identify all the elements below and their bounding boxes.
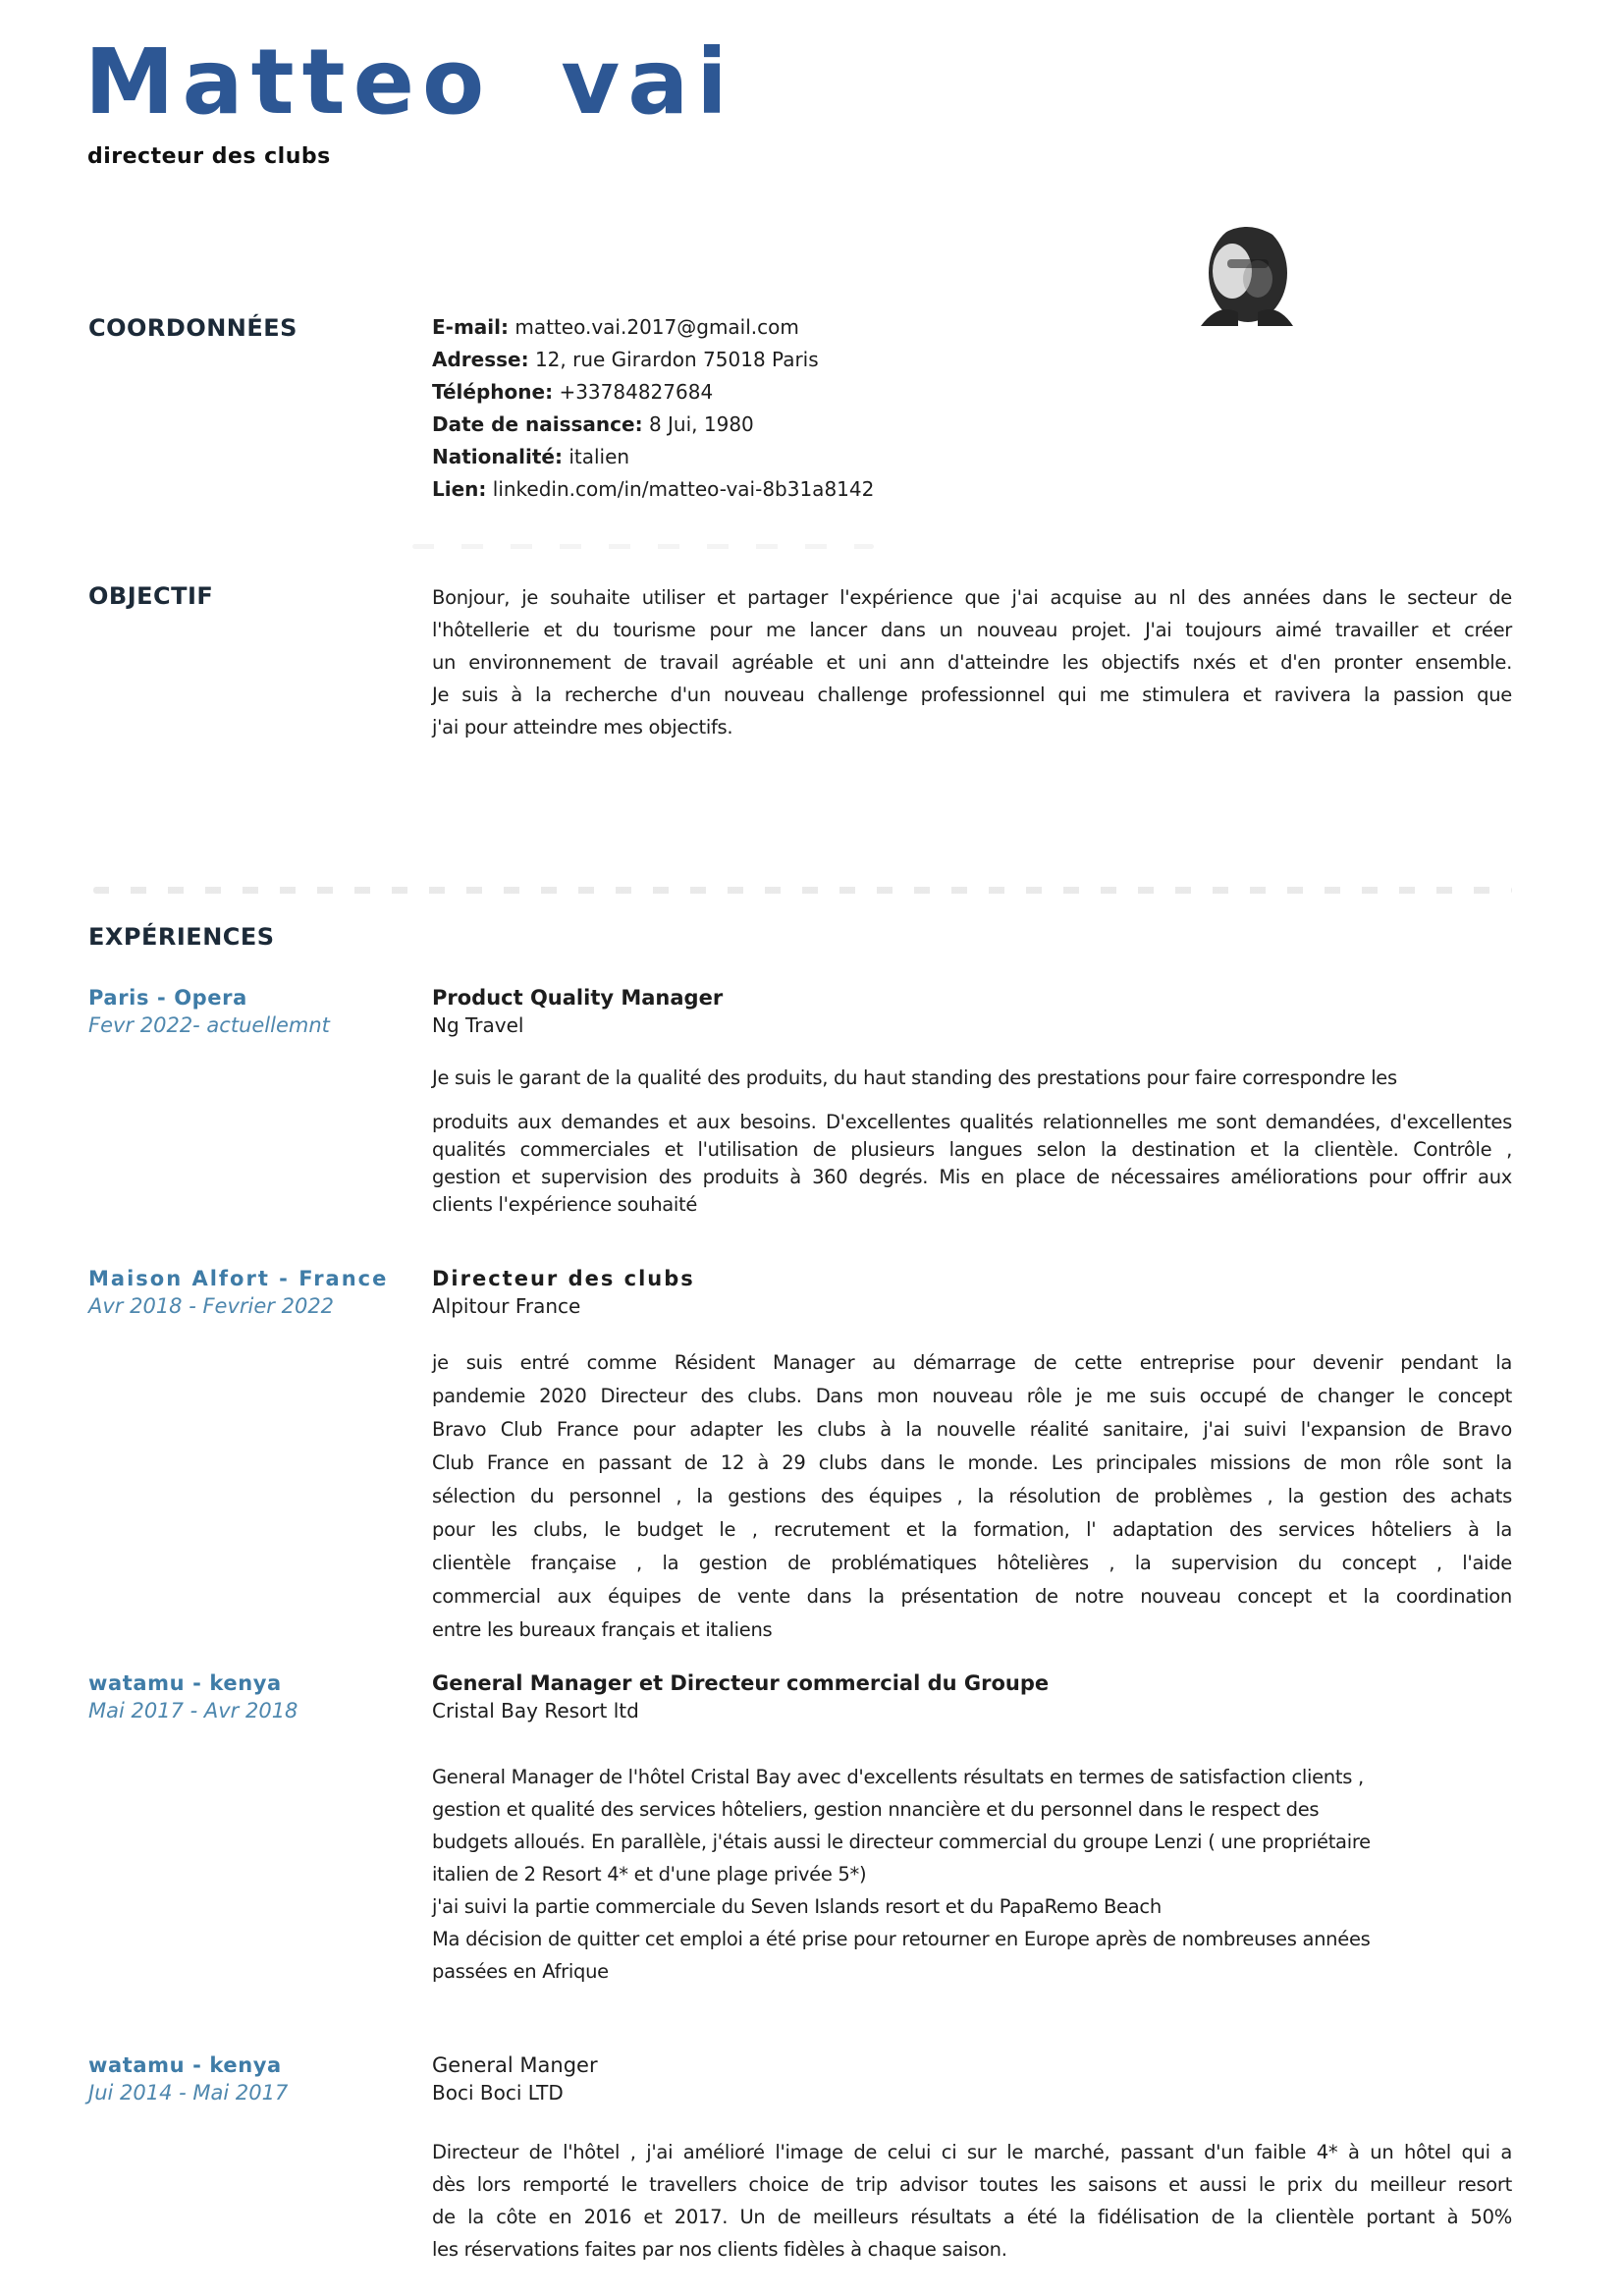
contact-label: Téléphone: (432, 380, 554, 404)
experience-content (432, 2052, 1512, 2266)
experience-description (432, 1761, 1512, 1988)
description-line: General Manager de l'hôtel Cristal Bay avec d'excellents résultats en termes de satisfaction clients , (432, 1766, 1364, 1788)
experience-description (432, 2136, 1512, 2266)
section-heading-contact: COORDONNÉES (88, 314, 298, 342)
experience-entry (0, 1266, 1623, 1647)
contact-value: +33784827684 (559, 380, 714, 404)
description-line: Directeur de l'hôtel , j'ai amélioré l'image de celui ci sur le marché, passant d'un faible 4* à un hôtel qui a (432, 2141, 1512, 2163)
experience-dates: Avr 2018 - Fevrier 2022 (88, 1294, 335, 1318)
contact-label: Date de naissance: (432, 412, 643, 436)
scan-artifact-line (412, 544, 874, 549)
experience-meta (88, 1266, 432, 1647)
description-line: un environnement de travail agréable et uni ann d'atteindre les objectifs nxés et d'en pronter ensemble. (432, 651, 1512, 674)
experience-content (432, 985, 1512, 1219)
description-line: gestion et supervision des produits à 360 degrés. Mis en place de nécessaires améliorations pour offrir aux (432, 1166, 1512, 1188)
experience-company: Boci Boci LTD (432, 2081, 564, 2105)
experience-description (432, 1065, 1512, 1219)
contact-row (432, 311, 874, 344)
experience-meta (88, 985, 432, 1219)
description-line: dès lors remporté le travellers choice de trip advisor toutes les saisons et aussi le prix du meilleur resort (432, 2173, 1512, 2196)
description-line: Ma décision de quitter cet emploi a été prise pour retourner en Europe après de nombreuses années (432, 1928, 1371, 1950)
description-line: Club France en passant de 12 à 29 clubs dans le monde. Les principales missions de mon rôle sont la (432, 1451, 1512, 1474)
experience-company: Ng Travel (432, 1013, 524, 1037)
description-line: Je suis le garant de la qualité des produits, du haut standing des prestations pour faire correspondre les (432, 1066, 1397, 1089)
experience-description (432, 1346, 1512, 1647)
experience-entry (0, 985, 1623, 1219)
description-line: Bonjour, je souhaite utiliser et partager l'expérience que j'ai acquise au nl des années dans le secteur de (432, 586, 1512, 609)
contact-value: italien (568, 445, 630, 468)
contact-label: Lien: (432, 477, 487, 501)
description-line: entre les bureaux français et italiens (432, 1618, 773, 1641)
description-paragraph (432, 1761, 1512, 1988)
experience-location: Maison Alfort - France (88, 1267, 389, 1290)
experience-location: watamu - kenya (88, 1671, 282, 1695)
contact-rows (432, 311, 874, 506)
experience-meta (88, 1670, 432, 1988)
description-line: l'hôtellerie et du tourisme pour me lancer dans un nouveau projet. J'ai toujours aimé travailler et créer (432, 619, 1512, 641)
contact-row (432, 344, 874, 376)
description-line: sélection du personnel , la gestions des équipes , la résolution de problèmes , la gestion des achats (432, 1485, 1512, 1507)
contact-row (432, 473, 874, 506)
contact-value: matteo.vai.2017@gmail.com (514, 315, 799, 339)
description-paragraph (432, 1109, 1512, 1219)
experience-dates: Mai 2017 - Avr 2018 (88, 1699, 298, 1722)
job-subtitle: directeur des clubs (87, 144, 331, 169)
description-line: gestion et qualité des services hôteliers, gestion nnancière et du personnel dans le respect des (432, 1798, 1320, 1821)
experience-title: General Manager et Directeur commercial du Groupe (432, 1671, 1050, 1695)
experience-company: Cristal Bay Resort ltd (432, 1699, 639, 1722)
experience-entry (0, 2052, 1623, 2266)
experience-location: Paris - Opera (88, 986, 247, 1010)
description-paragraph (432, 1065, 1512, 1092)
experience-content (432, 1670, 1512, 1988)
contact-value: 12, rue Girardon 75018 Paris (534, 348, 819, 371)
contact-row (432, 376, 874, 409)
description-line: les réservations faites par nos clients fidèles à chaque saison. (432, 2238, 1007, 2261)
experience-location: watamu - kenya (88, 2053, 282, 2077)
description-line: Bravo Club France pour adapter les clubs à la nouvelle réalité sanitaire, j'ai suivi l'expansion de Bravo (432, 1418, 1512, 1441)
section-heading-objective: OBJECTIF (88, 582, 214, 610)
contact-label: Nationalité: (432, 445, 563, 468)
description-line: clients l'expérience souhaité (432, 1193, 698, 1216)
experiences-section (0, 924, 1623, 2266)
description-line: je suis entré comme Résident Manager au démarrage de cette entreprise pour devenir pendant la (432, 1351, 1512, 1374)
description-line: passées en Afrique (432, 1960, 609, 1983)
experience-list (0, 985, 1623, 2266)
description-line: qualités commerciales et l'utilisation de plusieurs langues selon la destination et la clientèle. Contrôle , (432, 1138, 1512, 1161)
description-line: pandemie 2020 Directeur des clubs. Dans mon nouveau rôle je me suis occupé de changer le concept (432, 1385, 1512, 1407)
description-line: de la côte en 2016 et 2017. Un de meilleurs résultats a été la fidélisation de la clientèle portant à 50% (432, 2206, 1512, 2228)
description-paragraph (432, 1346, 1512, 1647)
description-line: produits aux demandes et aux besoins. D'excellentes qualités relationnelles me sont demandées, d'excellentes (432, 1111, 1512, 1133)
description-line: Je suis à la recherche d'un nouveau challenge professionnel qui me stimulera et ravivera la passion que (432, 683, 1512, 706)
description-line: italien de 2 Resort 4* et d'une plage privée 5*) (432, 1863, 867, 1886)
experience-dates: Jui 2014 - Mai 2017 (88, 2081, 289, 2105)
description-line: j'ai suivi la partie commerciale du Seven Islands resort et du PapaRemo Beach (432, 1895, 1162, 1918)
profile-photo (1183, 208, 1309, 326)
contact-label: Adresse: (432, 348, 529, 371)
contact-value: linkedin.com/in/matteo-vai-8b31a8142 (492, 477, 875, 501)
contact-label: E-mail: (432, 315, 510, 339)
description-line: clientèle française , la gestion de problématiques hôtelières , la supervision du concept , l'aide (432, 1552, 1512, 1574)
experience-content (432, 1266, 1512, 1647)
contact-row (432, 441, 874, 473)
description-paragraph (432, 2136, 1512, 2266)
experience-dates: Fevr 2022- actuellemnt (88, 1013, 330, 1037)
contact-row (432, 409, 874, 441)
description-line: commercial aux équipes de vente dans la présentation de notre nouveau concept et la coordination (432, 1585, 1512, 1608)
description-line: j'ai pour atteindre mes objectifs. (432, 716, 733, 738)
experience-title: Directeur des clubs (432, 1267, 695, 1290)
scan-artifact-line (93, 887, 1512, 894)
portrait-illustration (1183, 208, 1309, 326)
contact-value: 8 Jui, 1980 (648, 412, 754, 436)
experience-company: Alpitour France (432, 1294, 581, 1318)
page-title: Matteo vai (84, 29, 735, 135)
section-heading-experiences: EXPÉRIENCES (88, 923, 275, 951)
description-line: budgets alloués. En parallèle, j'étais aussi le directeur commercial du groupe Lenzi ( une propriétaire (432, 1831, 1371, 1853)
description-line: pour les clubs, le budget le , recrutement et la formation, l' adaptation des services hôteliers à la (432, 1518, 1512, 1541)
objective-paragraph (432, 581, 1512, 743)
experience-title: General Manger (432, 2053, 598, 2077)
experience-meta (88, 2052, 432, 2266)
experience-entry (0, 1670, 1623, 1988)
experience-title: Product Quality Manager (432, 986, 724, 1010)
